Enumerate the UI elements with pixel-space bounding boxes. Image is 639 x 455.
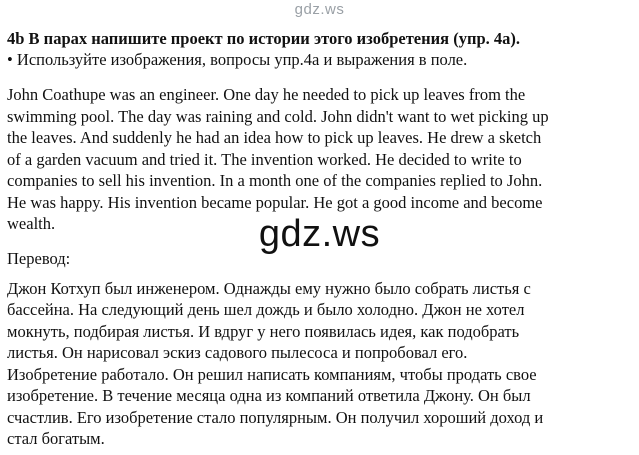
russian-paragraph (7, 278, 633, 450)
russian-line: счастлив. Его изобретение стало популярным. Он получил хороший доход и (7, 407, 544, 427)
english-line: of a garden vacuum and tried it. The invention worked. He decided to write to (7, 149, 522, 169)
watermark-center: gdz.ws (258, 213, 381, 255)
english-line: John Coathupe was an engineer. One day he needed to pick up leaves from the (7, 85, 526, 104)
russian-line: Изобретение работало. Он решил написать компаниям, чтобы продать свое (7, 364, 537, 384)
translation-label: Перевод: (7, 248, 71, 268)
russian-line: мокнуть, подбирая листья. И вдруг у него появилась идея, как подобрать (7, 321, 520, 341)
russian-line: бассейна. На следующий день шел дождь и было холодно. Джон не хотел (7, 300, 525, 319)
exercise-heading: 4b В парах напишите проект по истории этого изобретения (упр. 4а). (7, 29, 520, 48)
russian-line: листья. Он нарисовал эскиз садового пылесоса и попробовал его. (7, 343, 468, 362)
russian-line: стал богатым. (7, 429, 105, 448)
russian-line: Джон Котхуп был инженером. Однажды ему нужно было собрать листья с (7, 278, 531, 298)
watermark-top: gdz.ws (294, 1, 345, 18)
russian-line: изобретение. В течение месяца одна из компаний ответила Джону. Он был (7, 386, 531, 405)
english-line: companies to sell his invention. In a month one of the companies replied to John. (7, 171, 543, 190)
english-line: He was happy. His invention became popular. He got a good income and become (7, 192, 543, 212)
english-paragraph (7, 84, 633, 235)
english-line: wealth. (7, 214, 56, 233)
english-line: the leaves. And suddenly he had an idea how to pick up leaves. He drew a sketch (7, 128, 542, 147)
english-line: swimming pool. The day was raining and cold. John didn't want to wet picking up (7, 106, 549, 126)
exercise-hint: • Используйте изображения, вопросы упр.4а и выражения в поле. (7, 50, 468, 69)
